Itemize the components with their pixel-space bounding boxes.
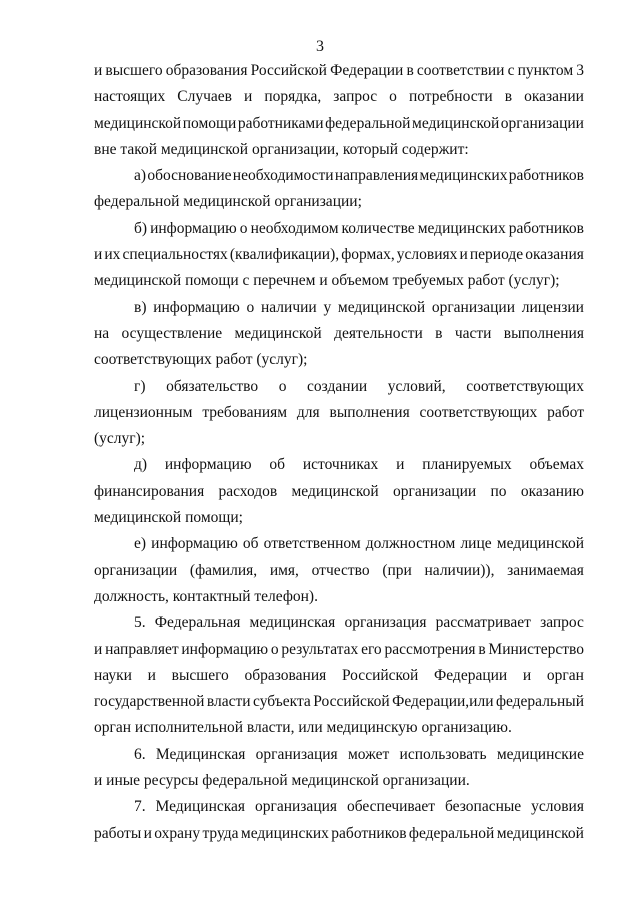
word: деятельности — [334, 324, 423, 342]
word: порядка, — [264, 88, 322, 106]
text-line — [94, 794, 584, 820]
word: медицинские — [496, 745, 584, 763]
word: источниках — [302, 456, 379, 474]
word: его — [361, 640, 382, 658]
text-line — [94, 58, 584, 84]
word: и — [147, 666, 156, 684]
text-line — [94, 689, 584, 715]
text-line — [94, 295, 584, 321]
word: информацию — [181, 640, 269, 658]
word: орган — [546, 666, 584, 684]
word: и — [244, 88, 253, 106]
word: направляет — [105, 640, 179, 658]
text-line — [94, 663, 584, 689]
text-line — [94, 400, 584, 426]
text-line: и иные ресурсы федеральной медицинской организации. — [94, 772, 470, 790]
word: о — [389, 88, 397, 106]
text-line — [94, 637, 584, 663]
word: (фамилия, — [189, 561, 258, 579]
word: в — [504, 88, 513, 106]
word: работников — [508, 219, 584, 237]
word: федеральный — [495, 693, 584, 711]
word: и — [94, 62, 103, 79]
word: имя, — [269, 561, 299, 579]
text-line: медицинской помощи с перечнем и объемом требуемых работ (услуг); — [94, 272, 560, 290]
word: субъекта — [253, 693, 311, 711]
word: Российской — [341, 666, 419, 684]
text-line — [94, 163, 584, 189]
word: об — [269, 456, 286, 474]
word: использовать — [399, 745, 487, 763]
word: и — [143, 824, 152, 842]
text-line: вне такой медицинской организации, который содержит: — [94, 140, 469, 158]
word: безопасные — [445, 798, 522, 816]
word: Федерации — [434, 666, 508, 684]
word: медицинской — [337, 298, 426, 316]
word: объемах — [529, 456, 584, 474]
word: помощи — [182, 114, 237, 132]
word: организация — [254, 798, 338, 816]
word: результатах — [281, 640, 359, 658]
word: организация — [255, 745, 338, 763]
word: 7. — [134, 798, 146, 816]
word: периоде — [469, 246, 524, 264]
word: в — [435, 324, 443, 342]
word: медицинской — [291, 482, 379, 500]
word: организации — [431, 298, 516, 316]
word: 6. — [134, 745, 146, 763]
word: федеральной — [408, 824, 495, 842]
word: о — [270, 640, 279, 658]
word: о — [278, 377, 287, 395]
word: Федерации,или — [392, 693, 494, 711]
word: Федеральная — [154, 614, 241, 632]
word: Федерации — [330, 62, 404, 79]
word: работ — [547, 403, 584, 421]
word: пунктом — [517, 62, 574, 79]
word: оказании — [524, 88, 584, 106]
word: рассматривает — [435, 614, 531, 632]
word: Медицинская — [155, 745, 246, 763]
word: оказания — [525, 246, 584, 264]
word: медицинских — [240, 824, 329, 842]
word: настоящих — [94, 88, 166, 106]
word: медицинская — [249, 614, 336, 632]
word: потребности — [408, 88, 493, 106]
word: медицинских — [417, 219, 506, 237]
word: (при — [382, 561, 412, 579]
word: медицинской — [412, 114, 500, 132]
word: труда — [202, 824, 239, 842]
text-line — [94, 242, 584, 268]
word: Случаев — [177, 88, 232, 106]
word: запрос — [540, 614, 584, 632]
word: информацию — [164, 456, 252, 474]
word: условий, — [387, 377, 446, 395]
word: и — [459, 246, 468, 264]
word: соответствующих — [419, 403, 538, 421]
word: а) — [134, 167, 147, 185]
word: е) — [134, 535, 147, 553]
word: необходимом — [250, 219, 339, 237]
text-line — [94, 558, 584, 584]
word: у — [323, 298, 332, 316]
word: выполнения — [503, 324, 584, 342]
word: об — [242, 535, 259, 553]
word: организации — [94, 561, 178, 579]
word: обязательство — [166, 377, 259, 395]
word: образования — [244, 666, 327, 684]
word: информацию — [150, 219, 237, 237]
word: отчество — [311, 561, 370, 579]
word: количестве — [341, 219, 415, 237]
word: 5. — [134, 614, 146, 632]
text-line: орган исполнительной власти, или медицинскую организацию. — [94, 719, 512, 737]
text-line — [94, 531, 584, 557]
word: может — [347, 745, 390, 763]
word: охрану — [154, 824, 201, 842]
word: медицинской — [94, 114, 182, 132]
word: в — [406, 62, 414, 79]
word: д) — [134, 456, 148, 474]
word: в — [478, 640, 486, 658]
word: высшего — [105, 62, 163, 79]
word: медицинской — [496, 535, 584, 553]
text-line — [94, 610, 584, 636]
word: медицинской — [234, 324, 322, 342]
word: требованиям — [202, 403, 288, 421]
word: осуществление — [121, 324, 223, 342]
text-line: должность, контактный телефон). — [94, 587, 318, 605]
word: наличии — [261, 298, 317, 316]
word: ответственном — [263, 535, 361, 553]
word: Медицинская — [155, 798, 246, 816]
word: выполнения — [329, 403, 410, 421]
word: и — [396, 456, 405, 474]
word: организации — [393, 482, 477, 500]
word: Министерство — [488, 640, 584, 658]
word: расходов — [218, 482, 278, 500]
word: организация — [344, 614, 427, 632]
word: работников — [508, 167, 584, 185]
text-line: (услуг); — [94, 430, 146, 448]
word: по — [490, 482, 507, 500]
text-line — [94, 452, 584, 478]
word: с — [507, 62, 515, 79]
word: рассмотрения — [384, 640, 476, 658]
text-line — [94, 216, 584, 242]
word: федеральной — [325, 114, 411, 132]
word: занимаемая — [507, 561, 584, 579]
text-line — [94, 479, 584, 505]
word: науки — [94, 666, 132, 684]
page-number: 3 — [316, 38, 324, 55]
text-line — [94, 742, 584, 768]
text-line — [94, 374, 584, 400]
word: планируемых — [422, 456, 512, 474]
word: в) — [134, 298, 147, 316]
word: направления — [334, 167, 419, 185]
word: их — [104, 246, 121, 264]
word: (квалификации), — [229, 246, 340, 264]
text-line: медицинской помощи; — [94, 509, 243, 527]
text-line — [94, 821, 584, 847]
document-body — [94, 58, 584, 847]
word: государственной — [94, 693, 205, 711]
word: высшего — [171, 666, 229, 684]
word: соответствии — [416, 62, 505, 79]
word: необходимости — [232, 167, 334, 185]
text-line: федеральной медицинской организации; — [94, 193, 362, 211]
word: условия — [531, 798, 584, 816]
word: и — [94, 640, 103, 658]
text-line: соответствующих работ (услуг); — [94, 351, 308, 369]
word: Российской — [250, 62, 327, 79]
word: б) — [134, 219, 148, 237]
word: формах, — [341, 246, 395, 264]
word: лицензионным — [94, 403, 193, 421]
word: работников — [331, 824, 407, 842]
word: работы — [94, 824, 142, 842]
word: создании — [307, 377, 368, 395]
word: работниками — [237, 114, 324, 132]
word: лицензии — [521, 298, 584, 316]
word: образования — [165, 62, 248, 79]
word: соответствующих — [466, 377, 584, 395]
word: части — [454, 324, 492, 342]
word: обеспечивает — [346, 798, 436, 816]
word: специальностях — [122, 246, 228, 264]
word: наличии)), — [424, 561, 495, 579]
word: информацию — [153, 298, 240, 316]
word: запрос — [333, 88, 378, 106]
word: информацию — [151, 535, 238, 553]
word: и — [522, 666, 532, 684]
word: должностном — [365, 535, 456, 553]
word: лице — [460, 535, 492, 553]
text-line — [94, 84, 584, 110]
word: для — [296, 403, 320, 421]
text-line — [94, 111, 584, 137]
word: 3 — [576, 62, 584, 79]
word: оказанию — [520, 482, 584, 500]
word: финансирования — [94, 482, 205, 500]
text-line — [94, 321, 584, 347]
word: медицинской — [496, 824, 584, 842]
word: г) — [134, 377, 146, 395]
word: на — [94, 324, 110, 342]
word: обоснование — [147, 167, 232, 185]
word: о — [239, 219, 248, 237]
word: медицинских — [419, 167, 508, 185]
word: и — [94, 246, 103, 264]
word: власти — [206, 693, 251, 711]
word: условиях — [396, 246, 458, 264]
word: организации — [500, 114, 584, 132]
word: Российской — [313, 693, 390, 711]
word: о — [246, 298, 255, 316]
